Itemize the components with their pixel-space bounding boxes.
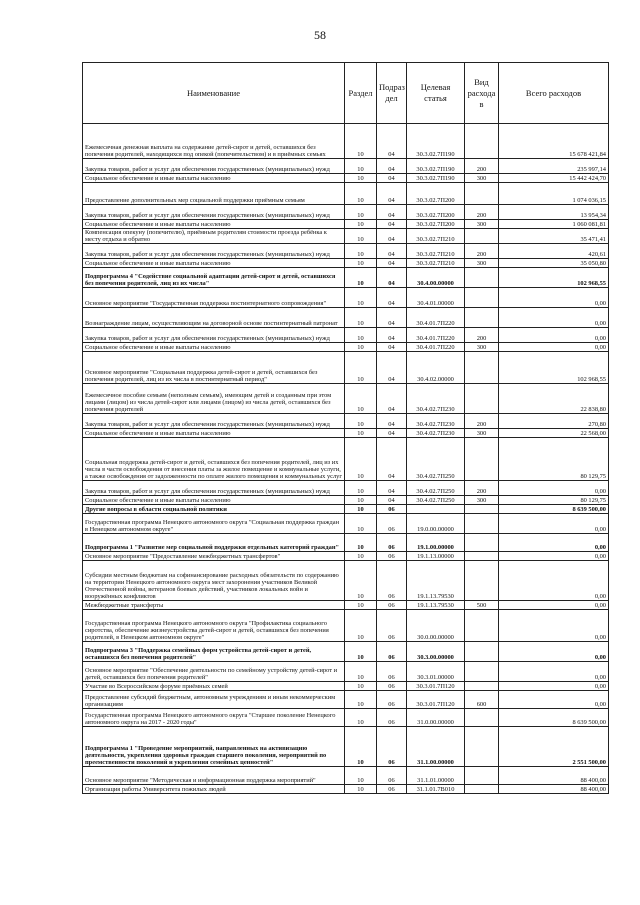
cell-section: 10 [345,384,377,414]
cell-expense-type [465,682,499,691]
cell-subsection: 04 [377,124,407,159]
cell-expense-type: 200 [465,205,499,220]
cell-amount: 80 129,75 [499,496,609,505]
cell-subsection: 04 [377,343,407,352]
cell-target: 31.1.01.00000 [407,767,465,785]
cell-amount: 0,00 [499,561,609,601]
cell-name: Закупка товаров, работ и услуг для обеспечения государственных (муниципальных) нужд [83,481,345,496]
cell-subsection: 06 [377,610,407,642]
cell-target: 19.1.00.00000 [407,534,465,552]
cell-target: 30.3.02.7П190 [407,124,465,159]
cell-expense-type [465,308,499,328]
cell-expense-type: 200 [465,244,499,259]
table-row [83,384,609,414]
cell-name: Основное мероприятие "Государственная поддержка постинтернатного сопровождения" [83,288,345,308]
cell-subsection: 04 [377,288,407,308]
cell-expense-type: 200 [465,159,499,174]
cell-target: 30.4.02.7П230 [407,384,465,414]
cell-target: 30.3.02.7П190 [407,174,465,183]
table-body [83,124,609,794]
cell-section: 10 [345,691,377,709]
table-row [83,174,609,183]
cell-name: Подпрограмма 1 "Проведение мероприятий, направленных на активизацию деятельности, укрепления здоровья граждан старшего поколения, мероприятий по преемственности поколений и укрепления семейных ценностей" [83,727,345,767]
cell-amount: 22 568,00 [499,429,609,438]
cell-subsection: 04 [377,205,407,220]
cell-subsection: 04 [377,414,407,429]
table-row [83,691,609,709]
table-row [83,610,609,642]
cell-amount: 35 050,80 [499,259,609,268]
table-row [83,429,609,438]
cell-subsection: 04 [377,308,407,328]
cell-subsection: 04 [377,259,407,268]
cell-expense-type [465,610,499,642]
cell-target: 19.1.13.79530 [407,601,465,610]
table-row [83,662,609,682]
cell-amount: 15 442 424,70 [499,174,609,183]
cell-target: 30.3.02.7П210 [407,244,465,259]
cell-expense-type [465,552,499,561]
cell-name: Социальная поддержка детей-сирот и детей, оставшихся без попечения родителей, лиц из их числа в части освобождения от внесения платы за жилое помещение и коммунальные услуги, а также освобождения от задолженности по оплате жилого помещения и коммунальных услуг [83,438,345,481]
cell-expense-type: 300 [465,496,499,505]
table-row [83,205,609,220]
cell-section: 10 [345,438,377,481]
cell-name: Закупка товаров, работ и услуг для обеспечения государственных (муниципальных) нужд [83,244,345,259]
cell-subsection: 04 [377,220,407,229]
cell-section: 10 [345,534,377,552]
cell-target: 30.3.01.7П120 [407,691,465,709]
cell-section: 10 [345,205,377,220]
cell-amount: 1 060 081,81 [499,220,609,229]
table-row [83,552,609,561]
cell-section: 10 [345,642,377,662]
cell-amount: 270,80 [499,414,609,429]
cell-expense-type: 300 [465,343,499,352]
table-row [83,481,609,496]
table-row [83,352,609,384]
cell-amount: 102 968,55 [499,268,609,288]
cell-target: 30.3.00.00000 [407,642,465,662]
cell-expense-type: 300 [465,259,499,268]
cell-name: Социальное обеспечение и иные выплаты населению [83,496,345,505]
cell-target: 19.0.00.00000 [407,514,465,534]
cell-name: Предоставление субсидий бюджетным, автономным учреждениям и иным некоммерческим организациям [83,691,345,709]
cell-target: 30.3.01.7П120 [407,682,465,691]
cell-name: Закупка товаров, работ и услуг для обеспечения государственных (муниципальных) нужд [83,205,345,220]
table-row [83,767,609,785]
cell-amount: 80 129,75 [499,438,609,481]
cell-target: 30.3.02.7П200 [407,220,465,229]
table-row [83,514,609,534]
page-number: 58 [314,28,326,42]
cell-section: 10 [345,229,377,244]
cell-target: 30.4.02.7П230 [407,414,465,429]
header-target: Целевая статья [407,63,465,124]
cell-target: 19.1.13.79530 [407,561,465,601]
cell-amount: 22 838,80 [499,384,609,414]
cell-amount: 0,00 [499,514,609,534]
cell-target: 30.3.01.00000 [407,662,465,682]
cell-name: Закупка товаров, работ и услуг для обеспечения государственных (муниципальных) нужд [83,328,345,343]
cell-amount: 8 639 500,00 [499,505,609,514]
header-subsection: Подраз дел [377,63,407,124]
cell-target: 30.4.02.7П250 [407,496,465,505]
cell-expense-type: 500 [465,601,499,610]
cell-subsection: 04 [377,159,407,174]
cell-target: 30.0.00.00000 [407,610,465,642]
cell-name: Социальное обеспечение и иные выплаты населению [83,429,345,438]
cell-expense-type [465,514,499,534]
cell-amount: 0,00 [499,682,609,691]
cell-expense-type: 200 [465,328,499,343]
cell-subsection: 04 [377,429,407,438]
cell-subsection: 06 [377,785,407,794]
cell-subsection: 06 [377,505,407,514]
cell-target: 30.4.02.7П250 [407,438,465,481]
cell-section: 10 [345,561,377,601]
cell-amount: 0,00 [499,288,609,308]
table-row [83,124,609,159]
cell-section: 10 [345,414,377,429]
cell-target: 31.1.01.7В010 [407,785,465,794]
table-row [83,727,609,767]
cell-name: Другие вопросы в области социальной политики [83,505,345,514]
cell-amount: 420,61 [499,244,609,259]
cell-target: 30.3.02.7П200 [407,183,465,205]
cell-target: 30.4.01.7П220 [407,308,465,328]
cell-subsection: 04 [377,268,407,288]
cell-section: 10 [345,259,377,268]
budget-table-container [82,62,608,794]
cell-amount: 0,00 [499,610,609,642]
cell-name: Закупка товаров, работ и услуг для обеспечения государственных (муниципальных) нужд [83,414,345,429]
cell-amount: 0,00 [499,662,609,682]
cell-name: Участие во Всероссийском форуме приёмных семей [83,682,345,691]
table-row [83,682,609,691]
cell-amount: 1 074 036,15 [499,183,609,205]
cell-amount: 88 400,00 [499,767,609,785]
cell-subsection: 06 [377,601,407,610]
cell-target: 30.3.02.7П210 [407,259,465,268]
cell-subsection: 04 [377,328,407,343]
table-row [83,709,609,727]
cell-amount: 2 551 500,00 [499,727,609,767]
cell-section: 10 [345,682,377,691]
cell-name: Предоставление дополнительных мер социальной поддержки приёмным семьям [83,183,345,205]
cell-section: 10 [345,220,377,229]
cell-section: 10 [345,124,377,159]
cell-expense-type: 300 [465,220,499,229]
cell-subsection: 06 [377,727,407,767]
cell-expense-type [465,727,499,767]
cell-section: 10 [345,662,377,682]
table-row [83,308,609,328]
table-header-row [83,63,609,124]
cell-amount: 88 400,00 [499,785,609,794]
table-row [83,642,609,662]
cell-name: Основное мероприятие "Методическая и информационная поддержка мероприятий" [83,767,345,785]
cell-section: 10 [345,288,377,308]
cell-name: Государственная программа Ненецкого автономного округа "Старшее поколение Ненецкого автономного округа на 2017 - 2020 годы" [83,709,345,727]
table-row [83,601,609,610]
cell-name: Государственная программа Ненецкого автономного округа "Социальная поддержка граждан в Ненецком автономном округе" [83,514,345,534]
table-row [83,159,609,174]
cell-expense-type [465,662,499,682]
cell-section: 10 [345,328,377,343]
cell-expense-type [465,352,499,384]
cell-section: 10 [345,610,377,642]
cell-expense-type [465,767,499,785]
cell-subsection: 04 [377,174,407,183]
cell-amount: 0,00 [499,642,609,662]
cell-subsection: 04 [377,229,407,244]
cell-subsection: 06 [377,552,407,561]
cell-expense-type: 200 [465,481,499,496]
table-row [83,785,609,794]
cell-expense-type [465,561,499,601]
header-section: Раздел [345,63,377,124]
table-row [83,244,609,259]
table-row [83,229,609,244]
cell-expense-type [465,288,499,308]
cell-name: Закупка товаров, работ и услуг для обеспечения государственных (муниципальных) нужд [83,159,345,174]
cell-expense-type [465,183,499,205]
cell-section: 10 [345,601,377,610]
cell-section: 10 [345,481,377,496]
cell-subsection: 04 [377,244,407,259]
cell-target: 31.1.00.00000 [407,727,465,767]
cell-section: 10 [345,159,377,174]
cell-target: 30.3.02.7П190 [407,159,465,174]
cell-amount: 0,00 [499,328,609,343]
cell-section: 10 [345,505,377,514]
table-row [83,414,609,429]
table-row [83,328,609,343]
cell-section: 10 [345,308,377,328]
cell-amount: 8 639 500,00 [499,709,609,727]
header-name: Наименование [83,63,345,124]
cell-subsection: 04 [377,183,407,205]
cell-expense-type [465,384,499,414]
cell-target: 30.3.02.7П210 [407,229,465,244]
cell-target: 30.4.02.7П250 [407,481,465,496]
cell-name: Основное мероприятие "Предоставление межбюджетных трансфертов" [83,552,345,561]
cell-amount: 13 954,34 [499,205,609,220]
cell-target: 31.0.00.00000 [407,709,465,727]
cell-target: 30.4.01.7П220 [407,328,465,343]
cell-amount: 235 997,14 [499,159,609,174]
cell-section: 10 [345,496,377,505]
cell-amount: 35 471,41 [499,229,609,244]
cell-name: Ежемесячная денежная выплата на содержание детей-сирот и детей, оставшихся без попечения родителей, находящихся под опекой (попечительством) и в приёмных семьях [83,124,345,159]
cell-subsection: 06 [377,682,407,691]
cell-name: Ежемесячное пособие семьям (неполным семьям), имеющим детей и созданным при этом лицами (лицом) из числа детей-сирот или лицами (лицом) из числа детей, оставшихся без попечения родителей [83,384,345,414]
cell-name: Вознаграждение лицам, осуществляющим на договорной основе постинтернатный патронат [83,308,345,328]
cell-subsection: 04 [377,481,407,496]
cell-target: 30.4.02.7П230 [407,429,465,438]
table-row [83,183,609,205]
cell-name: Межбюджетные трансферты [83,601,345,610]
cell-name: Подпрограмма 3 "Поддержка семейных форм устройства детей-сирот и детей, оставшихся без попечения родителей" [83,642,345,662]
cell-amount: 0,00 [499,552,609,561]
cell-section: 10 [345,727,377,767]
cell-name: Основное мероприятие "Социальная поддержка детей-сирот и детей, оставшихся без попечения родителей, лиц из их числа в постинтернатный период" [83,352,345,384]
header-expense-type: Вид расхода в [465,63,499,124]
table-row [83,534,609,552]
cell-name: Подпрограмма 1 "Развитие мер социальной поддержки отдельных категорий граждан" [83,534,345,552]
cell-expense-type [465,642,499,662]
cell-expense-type [465,124,499,159]
cell-name: Социальное обеспечение и иные выплаты населению [83,343,345,352]
cell-target: 30.4.01.7П220 [407,343,465,352]
cell-amount: 0,00 [499,481,609,496]
cell-section: 10 [345,352,377,384]
cell-amount: 102 968,55 [499,352,609,384]
cell-expense-type [465,534,499,552]
cell-expense-type [465,505,499,514]
cell-subsection: 06 [377,691,407,709]
cell-subsection: 06 [377,767,407,785]
cell-expense-type: 200 [465,414,499,429]
table-row [83,220,609,229]
header-total: Всего расходов [499,63,609,124]
cell-amount: 0,00 [499,691,609,709]
cell-target: 19.1.13.00000 [407,552,465,561]
cell-amount: 0,00 [499,601,609,610]
cell-target: 30.4.02.00000 [407,352,465,384]
cell-expense-type [465,709,499,727]
table-row [83,259,609,268]
cell-name: Социальное обеспечение и иные выплаты населению [83,259,345,268]
cell-section: 10 [345,268,377,288]
cell-name: Субсидии местным бюджетам на софинансирование расходных обязательств по содержанию на территории Ненецкого автономного округа мест захоронения участников Великой Отечественной войны, ветеранов боевых действий, участников локальных войн и вооружённых конфликтов [83,561,345,601]
cell-section: 10 [345,343,377,352]
cell-subsection: 06 [377,642,407,662]
cell-subsection: 06 [377,662,407,682]
table-row [83,438,609,481]
cell-expense-type [465,785,499,794]
cell-name: Подпрограмма 4 "Содействие социальной адаптации детей-сирот и детей, оставшихся без попечения родителей, лиц из их числа" [83,268,345,288]
cell-expense-type: 300 [465,429,499,438]
cell-subsection: 06 [377,561,407,601]
cell-expense-type [465,268,499,288]
cell-subsection: 06 [377,534,407,552]
cell-subsection: 04 [377,438,407,481]
cell-name: Социальное обеспечение и иные выплаты населению [83,174,345,183]
cell-section: 10 [345,183,377,205]
cell-target: 30.4.01.00000 [407,288,465,308]
cell-name: Основное мероприятие "Обеспечение деятельности по семейному устройству детей-сирот и детей, оставшихся без попечения родителей" [83,662,345,682]
cell-name: Компенсация опекуну (попечителю), приёмным родителям стоимости проезда ребёнка к месту отдыха и обратно [83,229,345,244]
cell-subsection: 04 [377,384,407,414]
cell-amount: 0,00 [499,308,609,328]
table-row [83,561,609,601]
cell-section: 10 [345,514,377,534]
table-row [83,505,609,514]
cell-name: Социальное обеспечение и иные выплаты населению [83,220,345,229]
cell-section: 10 [345,709,377,727]
cell-section: 10 [345,244,377,259]
budget-table [82,62,609,794]
table-row [83,343,609,352]
cell-section: 10 [345,429,377,438]
cell-amount: 0,00 [499,343,609,352]
cell-target: 30.4.00.00000 [407,268,465,288]
cell-section: 10 [345,767,377,785]
cell-expense-type [465,229,499,244]
cell-amount: 15 678 421,84 [499,124,609,159]
table-row [83,288,609,308]
cell-name: Государственная программа Ненецкого автономного округа "Профилактика социального сиротства, обеспечение жизнеустройства детей-сирот и детей, оставшихся без попечения родителей, в Ненецком автономном округе" [83,610,345,642]
cell-amount: 0,00 [499,534,609,552]
cell-section: 10 [345,552,377,561]
cell-target [407,505,465,514]
cell-expense-type: 300 [465,174,499,183]
cell-section: 10 [345,785,377,794]
cell-target: 30.3.02.7П200 [407,205,465,220]
cell-subsection: 04 [377,352,407,384]
cell-expense-type: 600 [465,691,499,709]
cell-subsection: 04 [377,496,407,505]
table-row [83,496,609,505]
table-row [83,268,609,288]
cell-section: 10 [345,174,377,183]
cell-expense-type [465,438,499,481]
cell-subsection: 06 [377,709,407,727]
cell-subsection: 06 [377,514,407,534]
cell-name: Организация работы Университета пожилых людей [83,785,345,794]
